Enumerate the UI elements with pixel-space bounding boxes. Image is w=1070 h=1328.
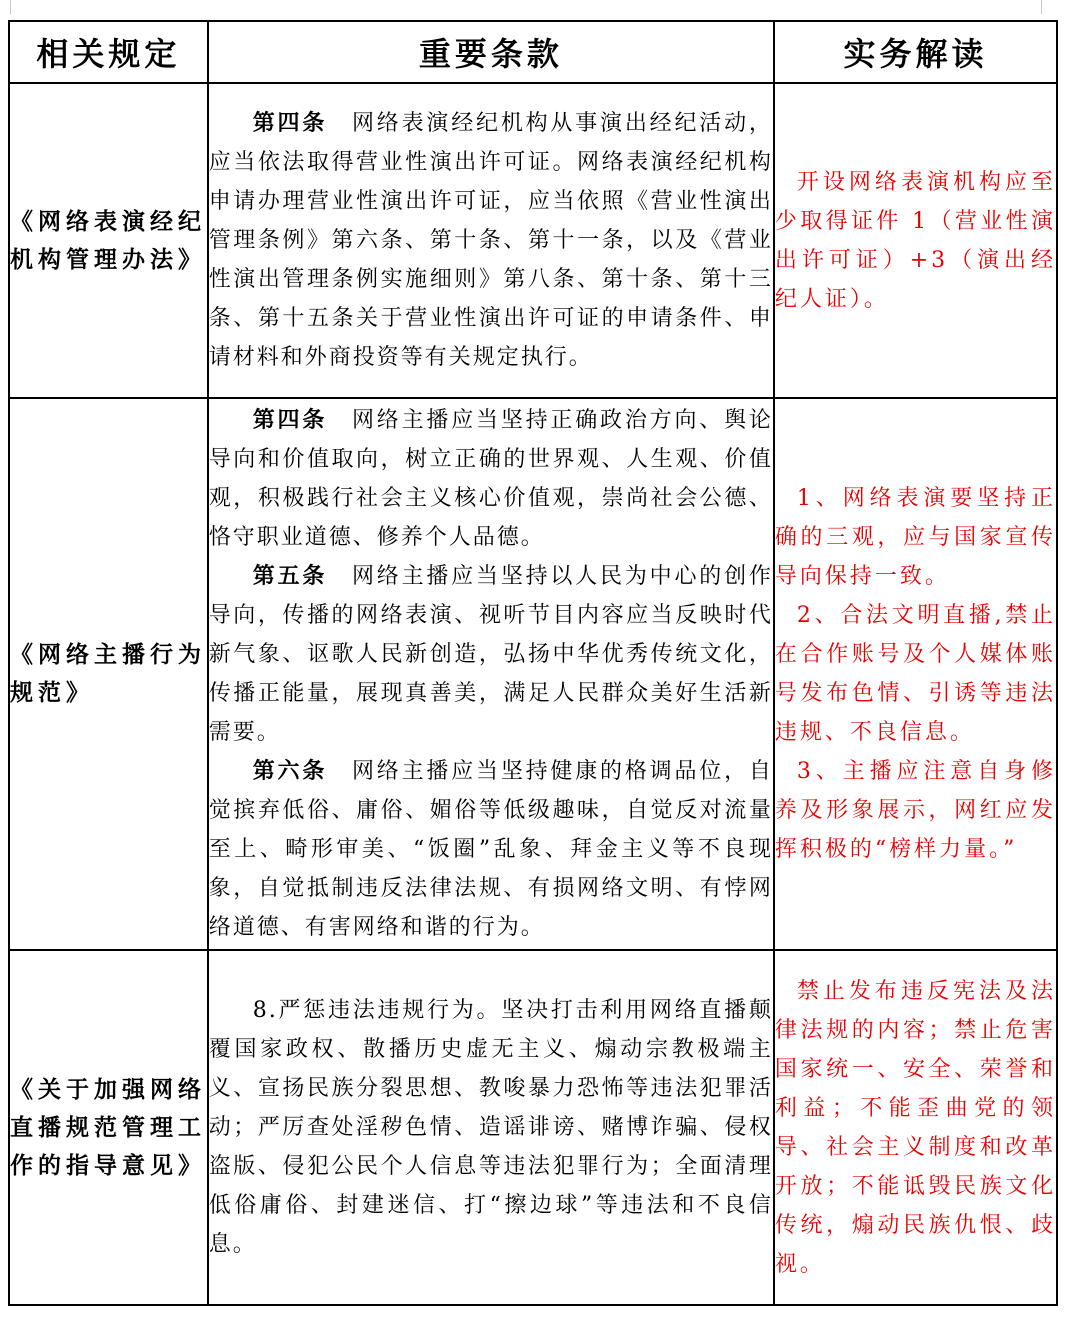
law-name: 《网络表演经纪机构管理办法》 xyxy=(9,83,208,398)
header-practical-interpretation: 实务解读 xyxy=(774,21,1057,83)
interpretation-text: 开设网络表演机构应至少取得证件 1（营业性演出许可证）+3（演出经纪人证）。 xyxy=(774,169,1056,312)
interpretation-cell xyxy=(774,398,1057,950)
clause-label: 第四条 xyxy=(252,407,328,433)
interpretation-text: 禁止发布违反宪法及法律法规的内容；禁止危害国家统一、安全、荣誉和利益；不能歪曲党的领导、社会主义制度和改革开放；不能诋毁民族文化传统，煽动民族仇恨、歧视。 xyxy=(774,978,1056,1277)
header-related-regulations: 相关规定 xyxy=(9,21,208,83)
interpretation-cell xyxy=(774,83,1057,398)
clause-text: 网络主播应当坚持正确政治方向、舆论导向和价值取向，树立正确的世界观、人生观、价值观，积极践行社会主义核心价值观，崇尚社会公德、恪守职业道德、修养个人品德。 xyxy=(208,408,773,550)
clause-paragraph xyxy=(209,752,773,947)
page-corner-mark-left xyxy=(0,0,11,14)
clause-paragraph: 8.严惩违法违规行为。坚决打击利用网络直播颠覆国家政权、散播历史虚无主义、煽动宗教极端主义、宣扬民族分裂思想、教唆暴力恐怖等违法犯罪活动；严厉查处淫秽色情、造谣诽谤、赌博诈骗、侵权盗版、侵犯公民个人信息等违法犯罪行为；全面清理低俗庸俗、封建迷信、打“擦边球”等违法和不良信息。 xyxy=(208,998,773,1257)
law-name: 《网络主播行为规范》 xyxy=(9,398,208,950)
interpretation-cell xyxy=(774,950,1057,1305)
clause-label: 第六条 xyxy=(252,758,328,784)
clause-text: 网络主播应当坚持健康的格调品位，自觉摈弃低俗、庸俗、媚俗等低级趣味，自觉反对流量至上、畸形审美、“饭圈”乱象、拜金主义等不良现象，自觉抵制违反法律法规、有损网络文明、有悖网络道德、有害网络和谐的行为。 xyxy=(208,759,773,940)
clause-text: 网络主播应当坚持以人民为中心的创作导向，传播的网络表演、视听节目内容应当反映时代新气象、讴歌人民新创造，弘扬中华优秀传统文化，传播正能量，展现真善美，满足人民群众美好生活新需要。 xyxy=(208,564,773,745)
clause-paragraph xyxy=(209,557,773,752)
law-name: 《关于加强网络直播规范管理工作的指导意见》 xyxy=(9,950,208,1305)
clause-cell xyxy=(208,398,774,950)
clause-label: 第五条 xyxy=(252,563,328,589)
header-key-clauses: 重要条款 xyxy=(208,21,774,83)
clause-label: 第四条 xyxy=(252,110,328,136)
clause-text: 网络表演经纪机构从事演出经纪活动，应当依法取得营业性演出许可证。网络表演经纪机构申请办理营业性演出许可证，应当依照《营业性演出管理条例》第六条、第十条、第十一条，以及《营业性演出管理条例实施细则》第八条、第十条、第十三条、第十五条关于营业性演出许可证的申请条件、申请材料和外商投资等有关规定执行。 xyxy=(208,111,773,370)
clause-cell xyxy=(208,83,774,398)
table-row xyxy=(9,398,1057,950)
interpretation-text: 2、合法文明直播,禁止在合作账号及个人媒体账号发布色情、引诱等违法违规、不良信息。 xyxy=(774,603,1056,745)
interpretation-text: 3、主播应注意自身修养及形象展示，网红应发挥积极的“榜样力量。” xyxy=(774,759,1056,862)
clause-cell xyxy=(208,950,774,1305)
table-row xyxy=(9,83,1057,398)
clause-paragraph xyxy=(209,104,773,377)
clause-paragraph xyxy=(209,401,773,557)
header-row xyxy=(9,21,1057,83)
table-row xyxy=(9,950,1057,1305)
interpretation-text: 1、网络表演要坚持正确的三观，应与国家宣传导向保持一致。 xyxy=(774,486,1056,589)
page-corner-mark-right xyxy=(1041,0,1042,14)
regulation-table xyxy=(8,20,1058,1306)
